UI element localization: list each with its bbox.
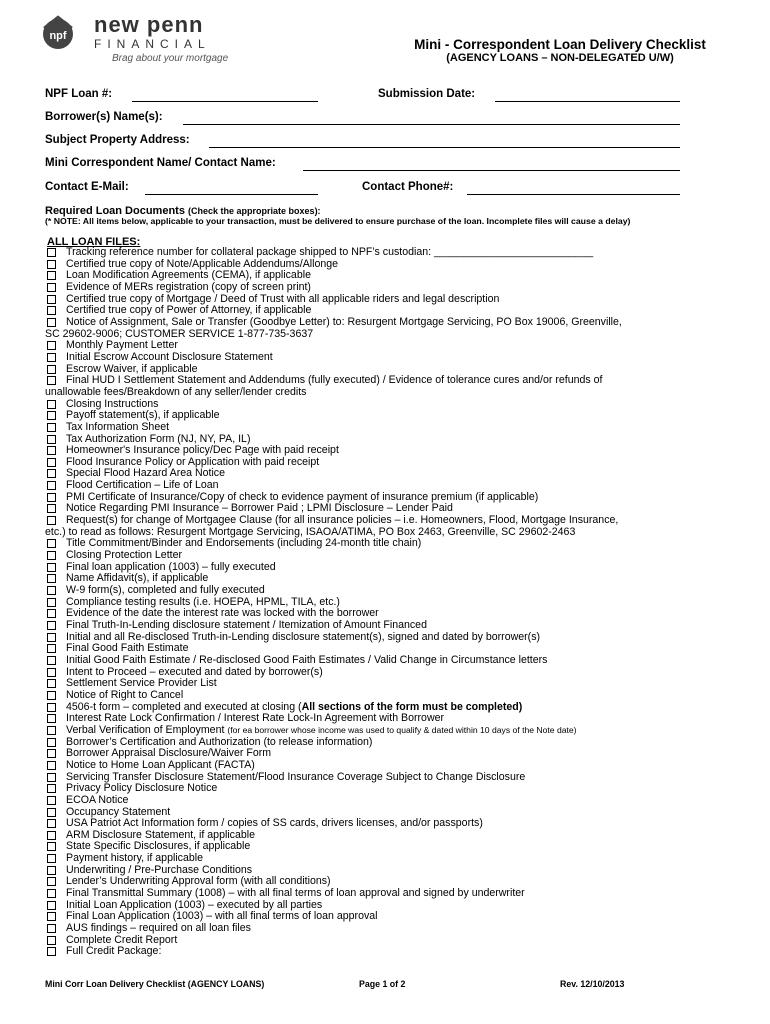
item-label: Final HUD I Settlement Statement and Addendums (fully executed) / Evidence of tolerance cures and/or refunds of [66,374,603,387]
footer-page-number: Page 1 of 2 [359,979,406,989]
checkbox[interactable] [47,796,56,805]
npf-loan-label: NPF Loan #: [45,88,113,100]
checkbox[interactable] [47,458,56,467]
checkbox[interactable] [47,574,56,583]
checkbox[interactable] [47,551,56,560]
item-label: Monthly Payment Letter [66,339,178,352]
item-label: Initial Good Faith Estimate / Re-disclosed Good Faith Estimates / Valid Change in Circumstance letters [66,653,548,666]
checkbox[interactable] [47,691,56,700]
checkbox[interactable] [47,481,56,490]
item-label: Final Truth-In-Lending disclosure statement / Itemization of Amount Financed [66,619,427,631]
item-label: Payoff statement(s), if applicable [66,409,220,422]
logo-subname: FINANCIAL [94,37,211,51]
item-label: Evidence of the date the interest rate was locked with the borrower [66,607,379,620]
checkbox[interactable] [47,912,56,921]
item-label: Intent to Proceed – executed and dated by borrower(s) [66,665,323,678]
item-label: Verbal Verification of Employment [66,723,228,736]
checkbox[interactable] [47,773,56,782]
item-label: Notice to Home Loan Applicant (FACTA) [66,758,255,771]
checkbox[interactable] [47,295,56,304]
checkbox[interactable] [47,341,56,350]
item-label: Initial Escrow Account Disclosure Statement [66,350,273,363]
contact-email-field[interactable] [145,179,318,195]
item-label: Tracking reference number for collateral package shipped to NPF’s custodian: ___________________________ [66,246,594,258]
item-label: Interest Rate Lock Confirmation / Interest Rate Lock-In Agreement with Borrower [66,712,445,725]
checkbox[interactable] [47,703,56,712]
checkbox[interactable] [47,260,56,269]
item-label: Flood Certification – Life of Loan [66,479,219,492]
required-docs-instruction: (Check the appropriate boxes): [188,206,321,216]
contact-phone-label: Contact Phone#: [362,181,454,193]
item-label: Complete Credit Report [66,933,178,946]
checkbox[interactable] [47,808,56,817]
checkbox[interactable] [47,831,56,840]
item-label: Notice Regarding PMI Insurance – Borrower Paid ; LPMI Disclosure – Lender Paid [66,502,453,515]
checkbox[interactable] [47,271,56,280]
checkbox[interactable] [47,936,56,945]
item-label: Notice of Assignment, Sale or Transfer (Goodbye Letter) to: Resurgent Mortgage Servicing, PO Box 19006, Greenville, [66,315,622,328]
checkbox[interactable] [47,726,56,735]
item-label: Occupancy Statement [66,805,171,818]
item-label: Loan Modification Agreements (CEMA), if applicable [66,269,311,282]
item-label: SC 29602-9006; CUSTOMER SERVICE 1-877-735-3637 [45,327,314,340]
item-label: Name Affidavit(s), if applicable [66,572,209,585]
checkbox[interactable] [47,738,56,747]
item-label: Evidence of MERs registration (copy of screen print) [66,280,311,293]
item-label: Final Good Faith Estimate [66,642,189,655]
checkbox[interactable] [47,586,56,595]
item-label: Certified true copy of Mortgage / Deed of Trust with all applicable riders and legal description [66,292,500,305]
checkbox[interactable] [47,679,56,688]
item-label-emphasis: All sections of the form must be completed) [301,700,523,713]
checkbox[interactable] [47,563,56,572]
item-label: Compliance testing results (i.e. HOEPA, HPML, TILA, etc.) [66,595,340,608]
submission-date-label: Submission Date: [378,88,476,100]
item-label: Initial Loan Application (1003) – executed by all parties [66,898,323,911]
checkbox[interactable] [47,842,56,851]
checkbox[interactable] [47,400,56,409]
house-logo-icon [40,14,76,50]
item-label: Final loan application (1003) – fully executed [66,560,276,573]
correspondent-label: Mini Correspondent Name/ Contact Name: [45,157,276,169]
submission-date-field[interactable] [495,86,680,102]
checkbox[interactable] [47,609,56,618]
logo-mark-text: npf [49,30,67,42]
checkbox[interactable] [47,504,56,513]
item-label: Privacy Policy Disclosure Notice [66,782,218,795]
checkbox[interactable] [47,516,56,525]
checkbox[interactable] [47,469,56,478]
item-label: W-9 form(s), completed and fully executed [66,584,265,597]
checkbox[interactable] [47,889,56,898]
item-label: PMI Certificate of Insurance/Copy of check to evidence payment of insurance premium (if applicable) [66,490,539,503]
item-label: Certified true copy of Note/Applicable Addendums/Allonge [66,257,339,270]
checkbox[interactable] [47,539,56,548]
footer-document-name: Mini Corr Loan Delivery Checklist (AGENCY LOANS) [45,979,265,989]
page-title: Mini - Correspondent Loan Delivery Checklist [414,37,706,52]
item-label: Escrow Waiver, if applicable [66,362,198,375]
property-address-field[interactable] [209,132,680,148]
item-label: Lender’s Underwriting Approval form (with all conditions) [66,875,331,888]
checkbox[interactable] [47,493,56,502]
company-logo [40,12,260,70]
item-label: Certified true copy of Power of Attorney, if applicable [66,304,312,317]
checkbox[interactable] [47,761,56,770]
borrowers-label: Borrower(s) Name(s): [45,111,163,123]
item-label: Tax Authorization Form (NJ, NY, PA, IL) [66,432,251,445]
checkbox[interactable] [47,819,56,828]
property-address-label: Subject Property Address: [45,134,190,146]
checkbox[interactable] [47,668,56,677]
checkbox[interactable] [47,248,56,257]
checkbox[interactable] [47,318,56,327]
item-label: Closing Instructions [66,397,159,410]
item-label: Final Loan Application (1003) – with all final terms of loan approval [66,910,378,923]
checkbox[interactable] [47,644,56,653]
checkbox[interactable] [47,714,56,723]
checkbox[interactable] [47,877,56,886]
item-label: State Specific Disclosures, if applicable [66,840,251,853]
checkbox[interactable] [47,376,56,385]
item-label: Borrower’s Certification and Authorization (to release information) [66,735,373,748]
contact-email-label: Contact E-Mail: [45,181,129,193]
item-label: Underwriting / Pre-Purchase Conditions [66,863,253,876]
item-label: Servicing Transfer Disclosure Statement/Flood Insurance Coverage Subject to Change Disclosure [66,770,526,783]
item-label: ARM Disclosure Statement, if applicable [66,828,256,841]
correspondent-field[interactable] [303,155,680,171]
checkbox[interactable] [47,423,56,432]
item-label: Borrower Appraisal Disclosure/Waiver Form [66,747,272,760]
item-label: ECOA Notice [66,793,129,806]
checkbox[interactable] [47,306,56,315]
checklist-item [45,946,745,958]
borrowers-field[interactable] [183,109,680,125]
contact-phone-field[interactable] [467,179,680,195]
item-label: unallowable fees/Breakdown of any seller/lender credits [45,385,307,398]
logo-tagline: Brag about your mortgage [112,53,229,64]
item-label: etc.) to read as follows: Resurgent Mortgage Servicing, ISAOA/ATIMA, PO Box 2463, Greenville, SC 29602-2463 [45,525,576,538]
checkbox[interactable] [47,784,56,793]
item-label: 4506-t form – completed and executed at closing ( [66,700,302,713]
item-label: Final Transmittal Summary (1008) – with all final terms of loan approval and signed by underwriter [66,887,525,900]
checkbox[interactable] [47,854,56,863]
item-label: Closing Protection Letter [66,549,183,562]
item-label: Flood Insurance Policy or Application with paid receipt [66,455,320,468]
checkbox[interactable] [47,749,56,758]
all-loan-files-heading: ALL LOAN FILES: [47,236,141,248]
item-label: Homeowner's Insurance policy/Dec Page with paid receipt [66,444,339,457]
checkbox[interactable] [47,365,56,374]
item-label: Initial and all Re-disclosed Truth-in-Lending disclosure statement(s), signed and dated by borrower(s) [66,630,541,643]
item-label: Payment history, if applicable [66,852,203,865]
checkbox[interactable] [47,598,56,607]
item-label: Tax Information Sheet [66,420,170,433]
checkbox[interactable] [47,947,56,956]
checkbox[interactable] [47,283,56,292]
checkbox[interactable] [47,353,56,362]
checkbox[interactable] [47,633,56,642]
checkbox[interactable] [47,621,56,630]
checkbox[interactable] [47,446,56,455]
checkbox[interactable] [47,866,56,875]
document-checklist [45,247,745,958]
item-label: Settlement Service Provider List [66,677,217,690]
checkbox[interactable] [47,924,56,933]
checkbox[interactable] [47,656,56,665]
item-label: Notice of Right to Cancel [66,688,184,701]
checklist-item [45,783,745,795]
item-label: Full Credit Package: [66,945,162,958]
checkbox[interactable] [47,411,56,420]
page-subtitle: (AGENCY LOANS – NON-DELEGATED U/W) [446,52,674,64]
required-docs-title: Required Loan Documents [45,205,185,217]
item-label-note: (for ea borrower whose income was used to qualify & dated within 10 days of the Note date) [227,724,577,735]
item-label: Special Flood Hazard Area Notice [66,467,225,480]
checkbox[interactable] [47,901,56,910]
item-label: AUS findings – required on all loan files [66,922,251,935]
required-docs-note: (* NOTE: All items below, applicable to your transaction, must be delivered to ensure purchase of the loan. Incomplete files will cause a delay) [45,216,631,226]
footer-revision: Rev. 12/10/2013 [560,979,625,989]
npf-loan-field[interactable] [132,86,318,102]
item-label: Request(s) for change of Mortgagee Clause (for all insurance policies – i.e. Homeowners, Flood, Mortgage Insurance, [66,514,619,527]
item-label: Title Commitment/Binder and Endorsements (including 24-month title chain) [66,537,422,550]
item-label: USA Patriot Act Information form / copies of SS cards, drivers licenses, and/or passports) [66,817,483,830]
checkbox[interactable] [47,435,56,444]
logo-name: new penn [94,12,204,37]
